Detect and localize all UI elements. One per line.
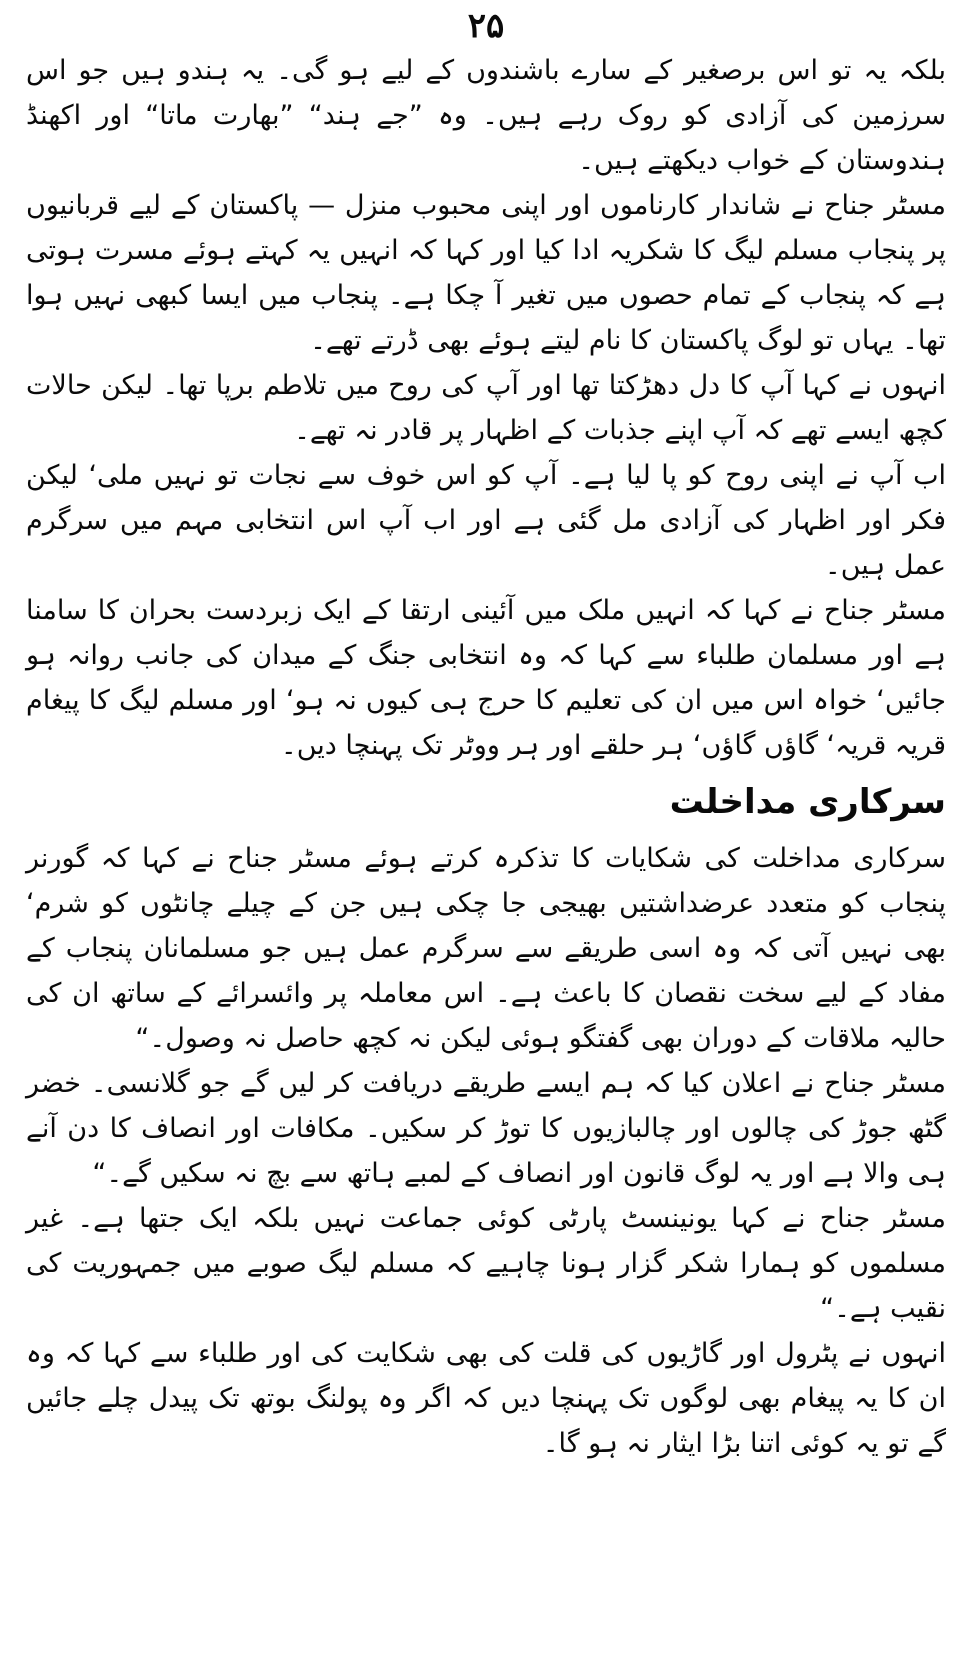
paragraph-glancy-khizar: مسٹر جناح نے اعلان کیا کہ ہم ایسے طریقے دریافت کر لیں گے جو گلانسی۔ خضر گٹھ جوڑ کی چالوں اور چالبازیوں کا توڑ کر سکیں۔ مکافات اور انصاف کا دن آنے ہی والا ہے اور یہ لوگ قانون اور انصاف کے لمبے ہاتھ سے بچ نہ سکیں گے۔“: [26, 1068, 946, 1189]
paragraph-heart-beating: انہوں نے کہا آپ کا دل دھڑکتا تھا اور آپ کی روح میں تلاطم برپا تھا۔ لیکن حالات کچھ ایسے تھے کہ آپ اپنے جذبات کے اظہار پر قادر نہ تھے۔: [26, 370, 946, 446]
paragraph-soul-found: اب آپ نے اپنی روح کو پا لیا ہے۔ آپ کو اس خوف سے نجات تو نہیں ملی‘ لیکن فکر اور اظہار کی آزادی مل گئی ہے اور اب آپ اس انتخابی مہم میں سرگرم عمل ہیں۔: [26, 460, 946, 581]
paragraph-petrol-shortage: انہوں نے پٹرول اور گاڑیوں کی قلت کی بھی شکایت کی اور طلباء سے کہا کہ وہ ان کا یہ پیغام بھی لوگوں تک پہنچا دیں کہ اگر وہ پولنگ بوتھ تک پیدل چلے جائیں گے تو یہ کوئی اتنا بڑا ایثار نہ ہو گا۔: [26, 1338, 946, 1459]
section-heading: سرکاری مداخلت: [669, 782, 946, 822]
paragraph-hindu-obstruction: بلکہ یہ تو اس برصغیر کے سارے باشندوں کے لیے ہو گی۔ یہ ہندو ہیں جو اس سرزمین کی آزادی کو روک رہے ہیں۔ وہ ”جے ہند“ ”بھارت ماتا“ اور اکھنڈ ہندوستان کے خواب دیکھتے ہیں۔: [26, 55, 946, 176]
paragraph-students-call: مسٹر جناح نے کہا کہ انہیں ملک میں آئینی ارتقا کے ایک زبردست بحران کا سامنا ہے اور مسلمان طلباء سے کہا کہ وہ انتخابی جنگ کے میدان کی جانب روانہ ہو جائیں‘ خواہ اس میں ان کی تعلیم کا حرج ہی کیوں نہ ہو‘ اور مسلم لیگ کا پیغام قریہ قریہ‘ گاؤں گاؤں‘ ہر حلقے اور ہر ووٹر تک پہنچا دیں۔: [26, 595, 946, 761]
paragraph-punjab-thanks: مسٹر جناح نے شاندار کارناموں اور اپنی محبوب منزل — پاکستان کے لیے قربانیوں پر پنجاب مسلم لیگ کا شکریہ ادا کیا اور کہا کہ انہیں یہ کہتے ہوئے مسرت ہوتی ہے کہ پنجاب کے تمام حصوں میں تغیر آ چکا ہے۔ پنجاب میں ایسا کبھی نہیں ہوا تھا۔ یہاں تو لوگ پاکستان کا نام لیتے ہوئے بھی ڈرتے تھے۔: [26, 190, 946, 356]
paragraph-government-interference: سرکاری مداخلت کی شکایات کا تذکرہ کرتے ہوئے مسٹر جناح نے کہا کہ گورنر پنجاب کو متعدد عرضداشتیں بھیجی جا چکی ہیں جن کے چیلے چانٹوں کو شرم‘ بھی نہیں آتی کہ وہ اسی طریقے سے سرگرم عمل ہیں جو مسلمانان پنجاب کے مفاد کے لیے سخت نقصان کا باعث ہے۔ اس معاملہ پر وائسرائے کے ساتھ ان کی حالیہ ملاقات کے دوران بھی گفتگو ہوئی لیکن نہ کچھ حاصل نہ وصول۔“: [26, 843, 946, 1054]
page-number: ۲۵: [467, 6, 505, 46]
paragraph-unionist-party: مسٹر جناح نے کہا یونینسٹ پارٹی کوئی جماعت نہیں بلکہ ایک جتھا ہے۔ غیر مسلموں کو ہمارا شکر گزار ہونا چاہیے کہ مسلم لیگ صوبے میں جمہوریت کی نقیب ہے۔“: [26, 1203, 946, 1324]
